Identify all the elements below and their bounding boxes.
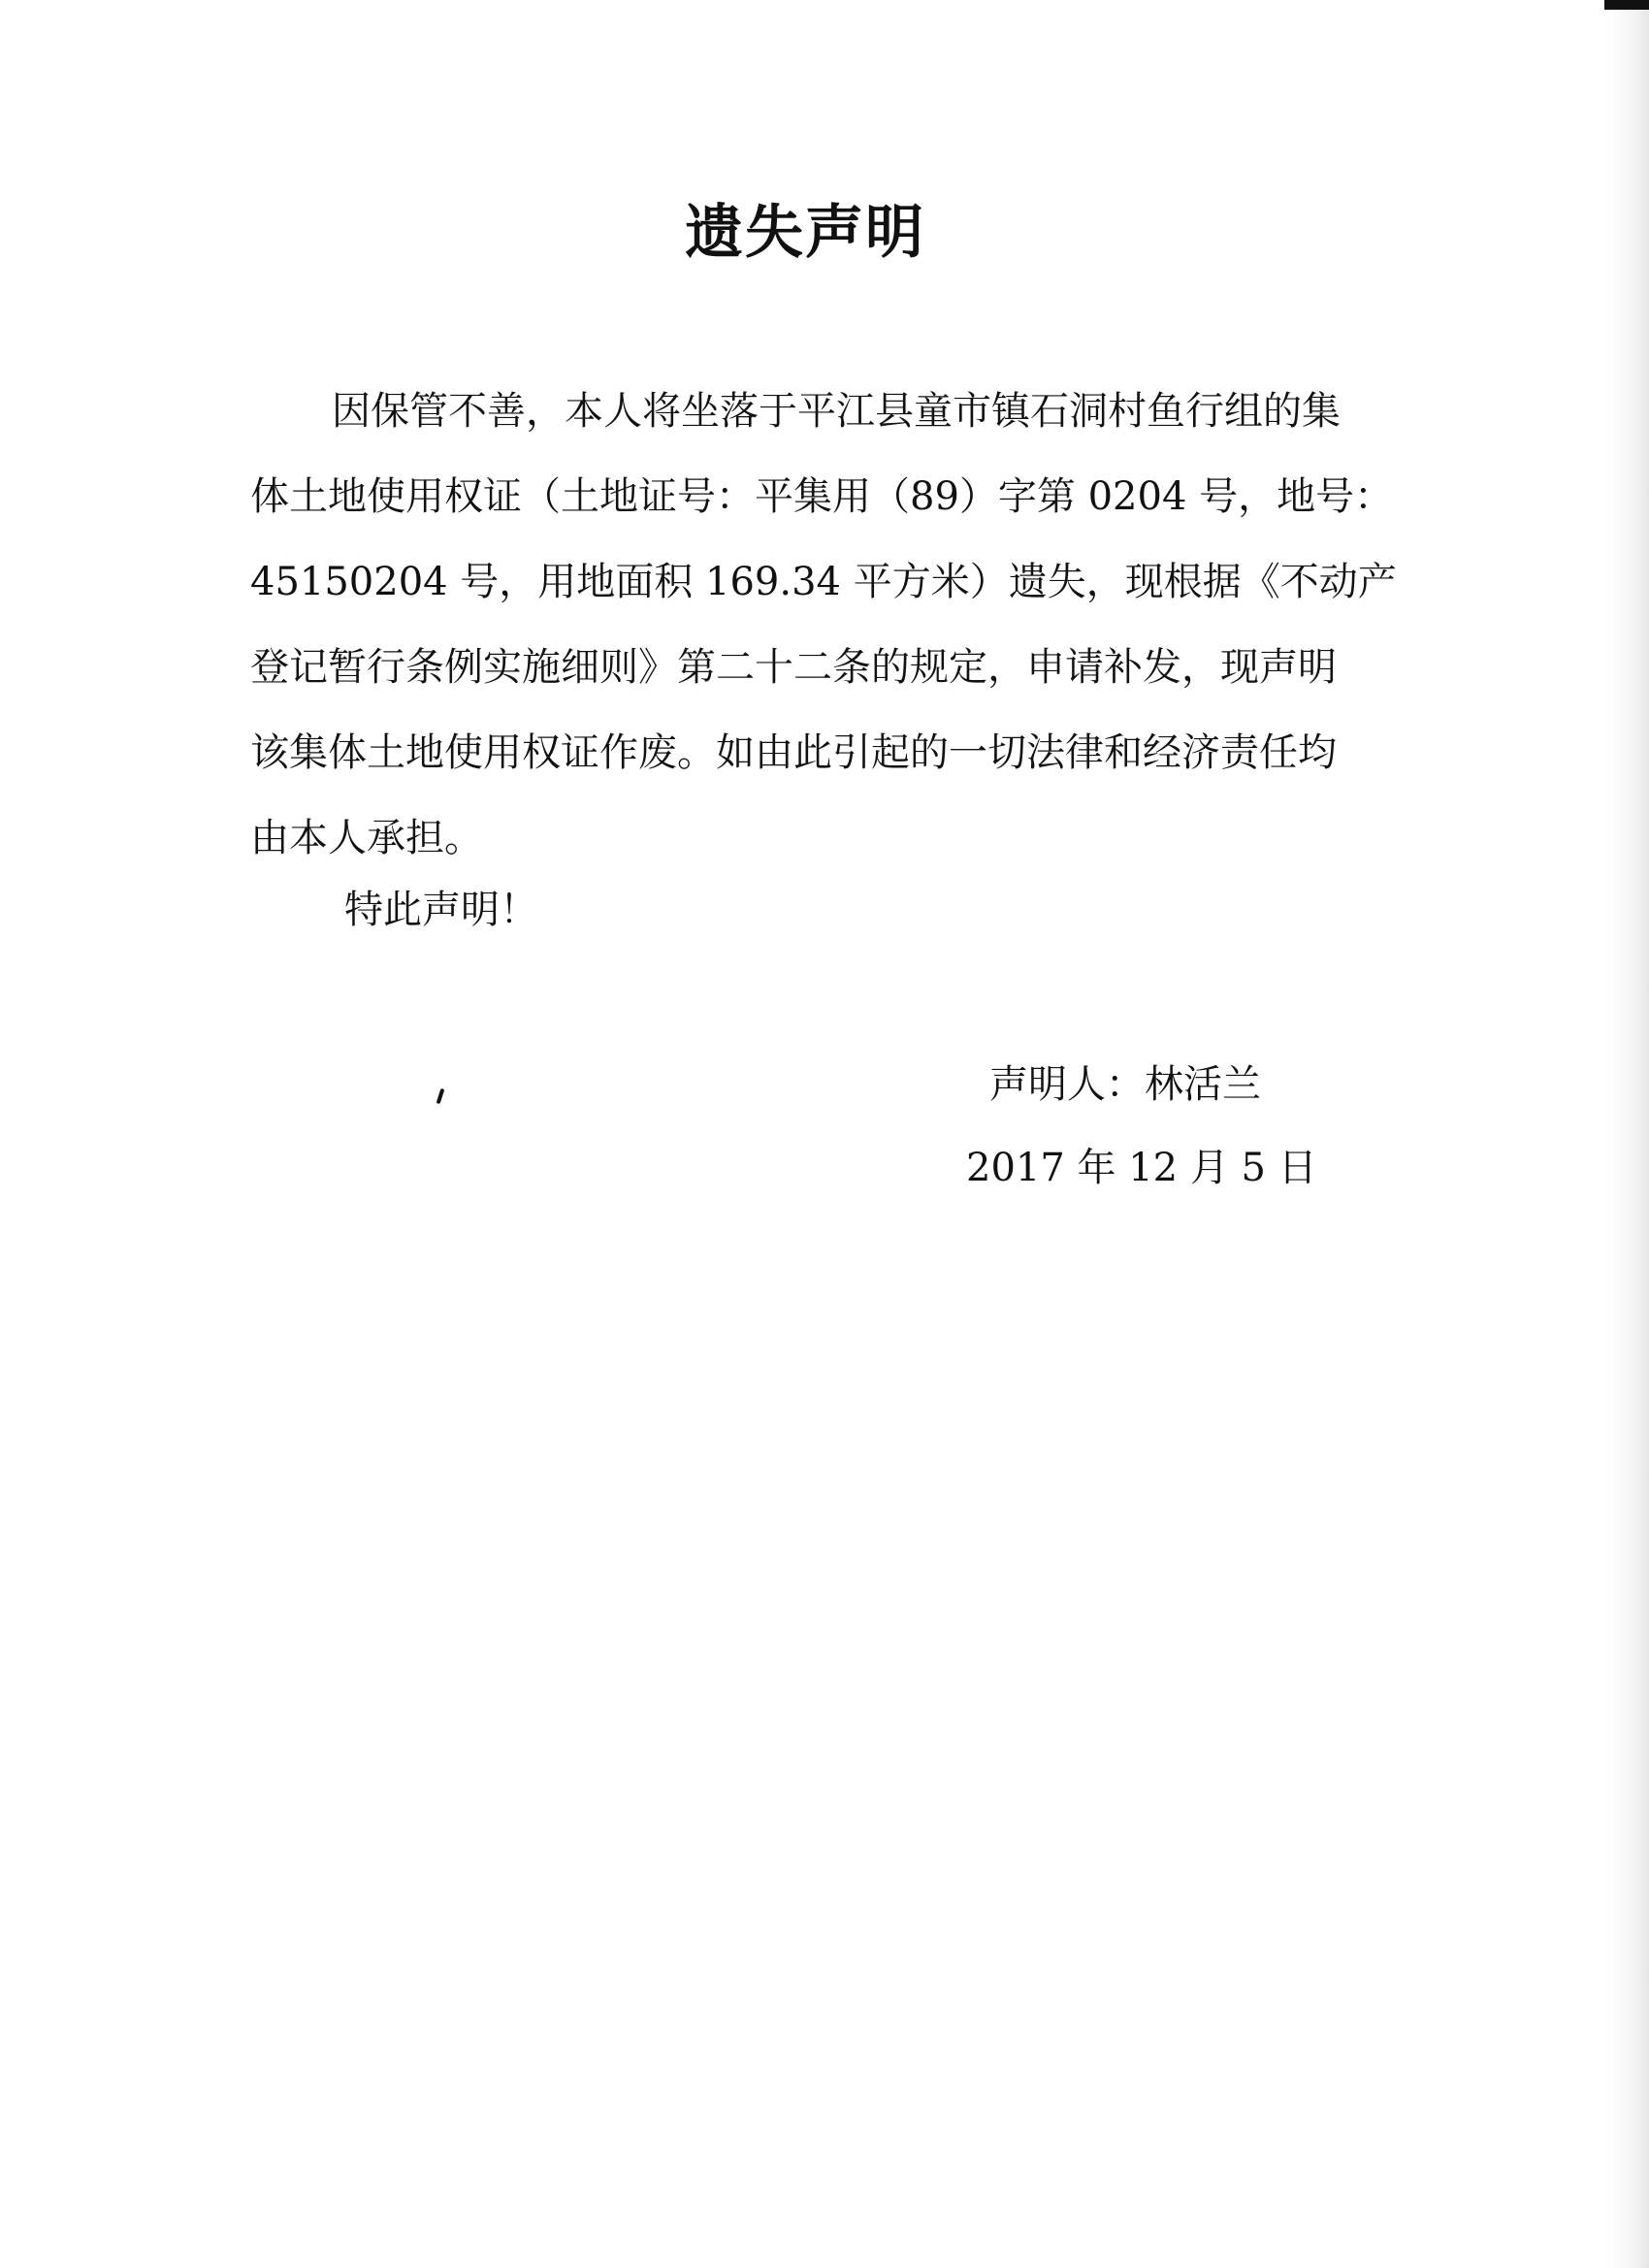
body-line: 因保管不善，本人将坐落于平江县童市镇石洞村鱼行组的集 <box>332 389 1341 434</box>
scan-corner-mark <box>1604 0 1649 10</box>
stray-ink-mark <box>436 1088 445 1104</box>
statement-body <box>250 369 1397 881</box>
signer-line: 声明人：林活兰 <box>989 1062 1261 1107</box>
body-line: 45150204 号，用地面积 169.34 平方米）遗失，现根据《不动产 <box>250 560 1397 604</box>
body-line: 登记暂行条例实施细则》第二十二条的规定，申请补发，现声明 <box>250 645 1337 690</box>
scan-edge-shadow <box>1610 0 1649 2268</box>
page-title: 遗失声明 <box>685 199 925 267</box>
body-line: 由本人承担。 <box>250 816 483 860</box>
body-line: 该集体土地使用权证作废。如由此引起的一切法律和经济责任均 <box>250 730 1337 775</box>
signature-date: 2017 年 12 月 5 日 <box>966 1146 1317 1190</box>
closing-statement: 特此声明！ <box>344 888 538 932</box>
body-line: 体土地使用权证（土地证号：平集用（89）字第 0204 号，地号： <box>250 474 1394 519</box>
